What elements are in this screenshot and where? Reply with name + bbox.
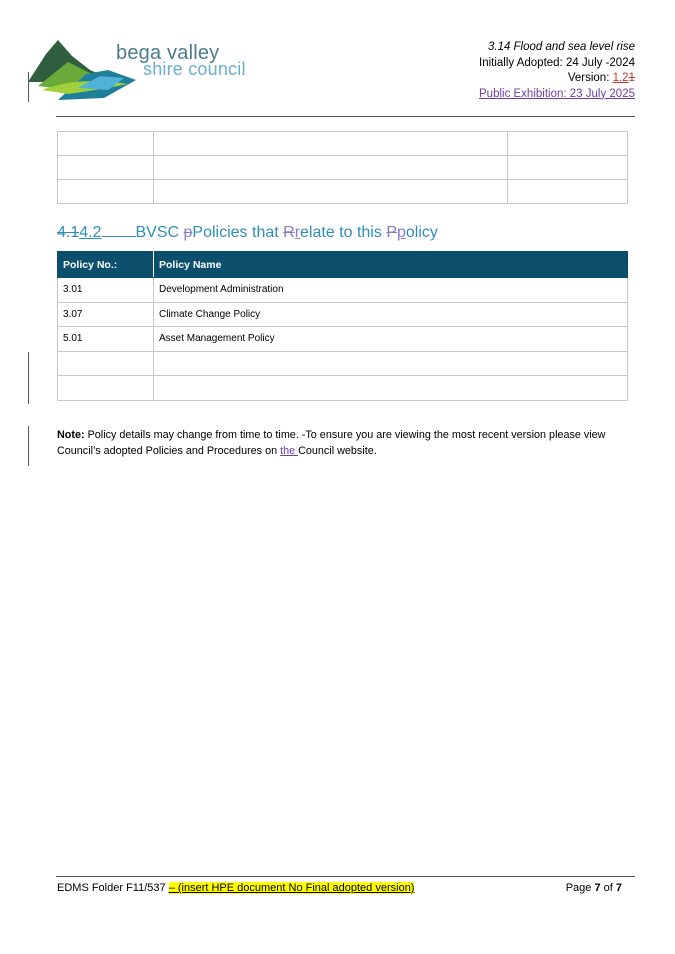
version-inserted: 1.2	[612, 72, 629, 84]
table-header-row	[58, 252, 628, 278]
public-exhibition-date: Public Exhibition: 23 July 2025	[479, 87, 635, 100]
policy-number: 3.07	[58, 302, 154, 327]
policy-note: Note: Policy details may change from time to time. -To ensure you are viewing the most recent version please view Council’s adopted Policies and Procedures on the Council website.	[57, 429, 606, 457]
header-rule	[56, 116, 635, 117]
version-line	[479, 71, 635, 87]
inserted-text: the	[280, 445, 299, 457]
change-bar	[28, 426, 29, 466]
policy-name: Climate Change Policy	[154, 302, 628, 327]
policy-table	[57, 251, 628, 401]
change-bar	[28, 352, 29, 404]
policy-number: 5.01	[58, 327, 154, 352]
policy-name: Development Administration	[154, 278, 628, 303]
note-label: Note:	[57, 429, 85, 441]
version-deleted: 1	[628, 72, 635, 84]
policy-number: 3.01	[58, 278, 154, 303]
table-row	[58, 327, 628, 352]
logo-text-line2: shire council	[143, 59, 246, 79]
table-row	[58, 351, 628, 376]
change-bar	[28, 72, 29, 102]
table-row	[58, 156, 628, 180]
highlighted-placeholder: – (insert HPE document No Final adopted version)	[168, 882, 415, 894]
column-header: Policy No.:	[58, 252, 154, 278]
logo-text-line1: bega valley	[116, 42, 220, 64]
table-row	[58, 278, 628, 303]
column-header: Policy Name	[154, 252, 628, 278]
section-heading: 4.14.2 BVSC pPolicies that Rrelate to this Ppolicy	[57, 224, 438, 241]
policy-number	[58, 351, 154, 376]
document-title: 3.14 Flood and sea level rise	[487, 41, 635, 53]
footer-rule	[56, 876, 635, 877]
adopted-date: Initially Adopted: 24 July -2024	[479, 56, 635, 69]
edms-folder: EDMS Folder F11/537	[57, 882, 169, 894]
table-row	[58, 180, 628, 204]
policy-name	[154, 351, 628, 376]
previous-table-continuation	[57, 131, 628, 204]
table-row	[58, 302, 628, 327]
policy-number	[58, 376, 154, 401]
policy-name: Asset Management Policy	[154, 327, 628, 352]
policy-name	[154, 376, 628, 401]
table-row	[58, 376, 628, 401]
document-header-info	[479, 40, 635, 102]
version-label: Version:	[567, 72, 613, 84]
page-number: Page 7 of 7	[565, 882, 622, 894]
table-row	[58, 132, 628, 156]
